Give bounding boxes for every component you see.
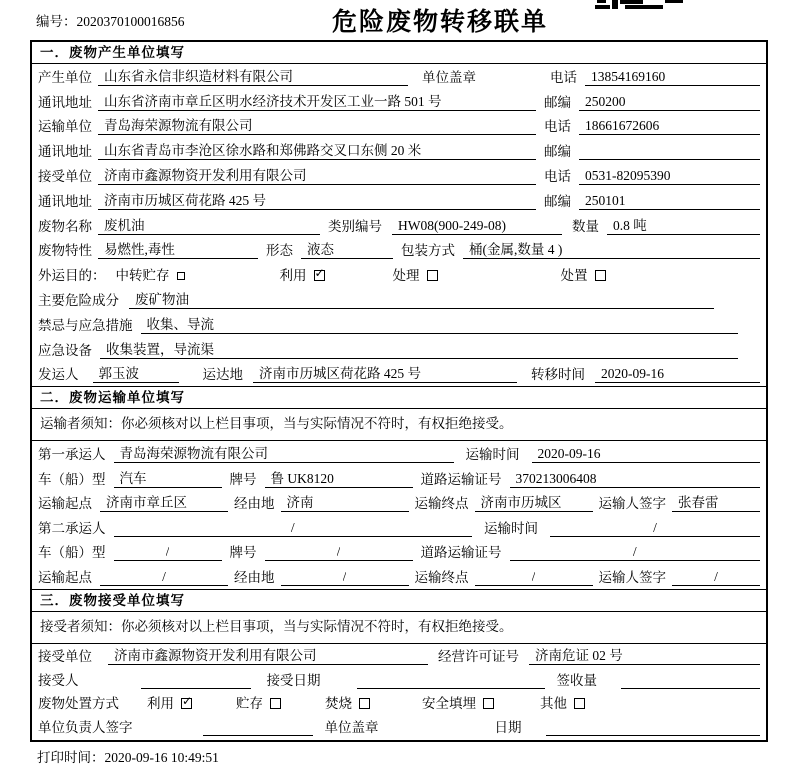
emergency-equipment-row — [32, 337, 766, 362]
field-label: 外运目的： — [38, 268, 106, 284]
section-producer — [32, 42, 766, 386]
field-value — [532, 446, 761, 463]
field-value-text: 易燃性,毒性 — [104, 242, 175, 258]
field-label: 废物名称 — [38, 218, 92, 234]
field-label: 经由地 — [234, 569, 275, 585]
field-value-text: / — [162, 568, 166, 584]
field-label: 主要危险成分 — [38, 292, 119, 308]
emergency-measures-row — [32, 312, 766, 337]
field-value-text: 250200 — [585, 93, 626, 109]
field-label: 运输终点 — [414, 569, 469, 585]
field-value — [546, 719, 761, 736]
field-label: 数量 — [572, 218, 599, 234]
receiver-unit-row — [32, 163, 766, 188]
field-value — [392, 218, 562, 235]
vehicle-2-row — [32, 540, 766, 565]
field-value-text: / — [290, 519, 295, 535]
transfer-purpose-row — [32, 262, 766, 287]
field-label: 类别编号 — [328, 218, 382, 234]
notice-text: 运输者须知：你必须核对以上栏目事项，当与实际情况不符时，有权拒绝接受。 — [32, 409, 766, 441]
field-value — [475, 569, 593, 586]
field-value-text: 鲁 UK8120 — [270, 470, 334, 486]
field-label: 运输起点 — [38, 569, 92, 585]
field-value-text: 郭玉波 — [98, 366, 139, 382]
field-label: 单位负责人签字 — [38, 720, 133, 736]
field-value-text: 济南市历城区荷花路 425 号 — [259, 366, 421, 382]
checkbox-item — [561, 268, 606, 284]
field-value-text: 山东省永信非织造材料有限公司 — [104, 68, 293, 84]
field-value — [141, 672, 251, 689]
checkbox-unchecked-icon — [177, 272, 185, 280]
checkbox-label: 处理 — [392, 268, 420, 284]
field-value — [114, 544, 222, 561]
section-heading: 二．废物运输单位填写 — [32, 386, 766, 409]
field-value — [114, 520, 473, 537]
field-value — [595, 366, 760, 383]
check-mark-icon: ✓ — [182, 694, 193, 709]
field-value — [529, 648, 760, 665]
field-value-text: HW08(900-249-08) — [398, 217, 506, 233]
field-label: 废物处置方式 — [38, 696, 119, 712]
field-label: 接受单位 — [38, 168, 92, 184]
field-label: 经营许可证号 — [438, 648, 519, 664]
checkbox-unchecked-icon — [427, 270, 438, 281]
consignor-row — [32, 362, 766, 387]
second-carrier-row — [32, 515, 766, 540]
field-value — [579, 94, 760, 111]
field-label: 形态 — [266, 243, 293, 259]
checkbox-label: 安全填埋 — [422, 696, 476, 712]
field-value-text: 汽车 — [119, 470, 147, 486]
check-mark-icon: ✓ — [314, 266, 325, 281]
field-label: 电话 — [550, 69, 577, 85]
field-value-text: 济南市历城区 — [480, 495, 562, 511]
field-label: 运输人签字 — [598, 569, 666, 585]
field-label: 运输时间 — [484, 520, 538, 536]
producer-address-row — [32, 89, 766, 114]
field-label: 废物特性 — [38, 243, 92, 259]
field-value — [672, 495, 760, 512]
checkbox-item — [280, 268, 325, 284]
checkbox-label: 利用 — [147, 696, 174, 712]
field-value-text: 济南市鑫源物资开发利用有限公司 — [114, 647, 317, 663]
field-value-text: 收集装置，导流渠 — [106, 341, 214, 357]
field-value-text: 2020-09-16 — [601, 366, 664, 382]
checkbox-unchecked-icon — [359, 698, 370, 709]
field-value — [579, 168, 760, 185]
receive-unit-row — [32, 644, 766, 668]
field-value — [253, 366, 517, 383]
field-value-text: / — [342, 568, 347, 584]
field-value-text: 13854169160 — [591, 68, 666, 84]
field-value-text: 370213006408 — [515, 470, 597, 486]
field-label: 电话 — [544, 168, 571, 184]
field-value — [579, 143, 760, 160]
field-label: 电话 — [544, 119, 571, 135]
field-label: 运输终点 — [414, 496, 469, 512]
field-value-text: 液态 — [307, 242, 334, 258]
signature-row — [32, 715, 766, 739]
field-value — [475, 495, 593, 512]
field-label: 运达地 — [202, 367, 243, 383]
field-label: 经由地 — [234, 496, 275, 512]
field-value — [98, 94, 536, 111]
field-value — [93, 366, 179, 383]
print-time — [37, 746, 219, 766]
field-value — [301, 242, 393, 259]
field-label: 通讯地址 — [38, 193, 92, 209]
field-value — [98, 143, 536, 160]
field-label: 第二承运人 — [38, 520, 106, 536]
field-value-text: 济南危证 02 号 — [535, 647, 623, 663]
field-label: 牌号 — [229, 545, 257, 561]
checkbox-label: 焚烧 — [325, 696, 352, 712]
field-value — [98, 69, 408, 86]
field-value-text: / — [531, 568, 536, 584]
section-heading: 一．废物产生单位填写 — [32, 42, 766, 64]
print-time-value: 2020-09-16 10:49:51 — [104, 750, 219, 765]
field-value — [203, 719, 313, 736]
field-value-text: 250101 — [585, 192, 626, 208]
transport-unit-row — [32, 114, 766, 139]
field-value — [510, 471, 761, 488]
field-value-text: 0531-82095390 — [585, 167, 671, 183]
field-label: 转移时间 — [531, 367, 585, 383]
field-value — [672, 569, 760, 586]
checkbox-item — [325, 696, 370, 712]
field-value — [108, 648, 428, 665]
field-value — [585, 69, 760, 86]
field-label: 运输人签字 — [598, 496, 666, 512]
field-value — [579, 118, 760, 135]
section-heading: 三．废物接受单位填写 — [32, 589, 766, 612]
field-label: 车（船）型 — [38, 545, 106, 561]
checkbox-unchecked-icon — [595, 270, 606, 281]
print-time-label: 打印时间： — [37, 750, 105, 765]
qr-code-fragment — [595, 0, 685, 10]
disposal-method-row — [32, 692, 766, 716]
field-value — [114, 446, 454, 463]
checkbox-checked-icon — [314, 266, 325, 281]
field-value-text: 废机油 — [104, 217, 145, 233]
field-label: 运输起点 — [38, 496, 92, 512]
field-value-text: 济南市历城区荷花路 425 号 — [104, 192, 266, 208]
field-label: 接受单位 — [38, 648, 92, 664]
static-text: 单位盖章 — [324, 720, 379, 736]
field-value — [510, 544, 761, 561]
static-text: 单位盖章 — [422, 69, 476, 85]
field-label: 通讯地址 — [38, 144, 92, 160]
notice-text: 接受者须知：你必须核对以上栏目事项，当与实际情况不符时，有权拒绝接受。 — [32, 612, 766, 644]
hazard-component-row — [32, 287, 766, 312]
field-value-text: / — [165, 544, 170, 560]
checkbox-label: 利用 — [279, 268, 307, 284]
field-value — [98, 168, 536, 185]
checkbox-label: 中转贮存 — [115, 268, 170, 284]
field-value-text: 济南 — [286, 495, 314, 511]
field-label: 车（船）型 — [38, 471, 106, 487]
route-1-row — [32, 491, 766, 516]
field-value — [550, 520, 760, 537]
document-number-value: 2020370100016856 — [76, 14, 185, 29]
field-value-text: 张春雷 — [678, 495, 719, 511]
field-label: 邮编 — [544, 193, 571, 209]
vehicle-1-row — [32, 466, 766, 491]
field-label: 道路运输证号 — [420, 471, 502, 487]
field-label: 运输时间 — [465, 446, 520, 462]
field-value — [98, 242, 258, 259]
section-receiver — [32, 589, 766, 739]
field-value-text: / — [653, 519, 657, 535]
checkbox-item — [540, 696, 585, 712]
waste-property-row — [32, 238, 766, 263]
field-value-text: 山东省青岛市李沧区徐水路和郑佛路交叉口东侧 20 米 — [104, 143, 422, 159]
field-label: 包装方式 — [401, 243, 455, 259]
checkbox-item — [422, 696, 494, 712]
field-value-text: 0.8 吨 — [613, 217, 647, 233]
receive-person-row — [32, 668, 766, 692]
section-transporter — [32, 386, 766, 589]
field-label: 邮编 — [544, 144, 571, 160]
field-value — [98, 118, 536, 135]
field-value-text: / — [714, 568, 718, 584]
field-value — [141, 317, 739, 334]
field-value-text: / — [336, 544, 341, 560]
field-value — [114, 471, 222, 488]
document-number-label: 编号： — [36, 14, 77, 29]
field-value-text: 2020-09-16 — [537, 445, 601, 461]
checkbox-item — [236, 696, 281, 712]
field-label: 第一承运人 — [38, 446, 106, 462]
receiver-address-row — [32, 188, 766, 213]
field-value — [607, 218, 760, 235]
field-value — [579, 193, 760, 210]
field-value-text: 桶(金属,数量 4 ) — [469, 242, 563, 258]
field-value — [463, 242, 760, 259]
field-value — [281, 495, 409, 512]
field-label: 接受人 — [38, 672, 79, 688]
checkbox-item — [393, 268, 438, 284]
checkbox-checked-icon — [181, 694, 193, 709]
checkbox-item — [147, 696, 192, 712]
field-value-text: / — [632, 544, 637, 560]
field-value — [265, 471, 413, 488]
checkbox-unchecked-icon — [574, 698, 585, 709]
field-label: 通讯地址 — [38, 94, 92, 110]
checkbox-item — [116, 268, 185, 284]
field-label: 道路运输证号 — [420, 545, 502, 561]
field-label: 签收量 — [556, 672, 597, 688]
field-label: 日期 — [494, 720, 522, 736]
first-carrier-row — [32, 441, 766, 466]
field-value-text: 青岛海荣源物流有限公司 — [119, 445, 268, 461]
checkbox-label: 贮存 — [236, 696, 263, 712]
field-value-text: 青岛海荣源物流有限公司 — [104, 118, 253, 134]
field-label: 产生单位 — [38, 69, 92, 85]
field-value — [98, 218, 320, 235]
field-value-text: 收集、导流 — [146, 316, 214, 332]
checkbox-label: 处置 — [560, 268, 588, 284]
route-2-row — [32, 564, 766, 589]
field-value — [621, 672, 760, 689]
field-value — [129, 292, 714, 309]
field-value — [100, 495, 228, 512]
field-value — [100, 342, 738, 359]
field-label: 应急设备 — [38, 342, 92, 358]
checkbox-unchecked-icon — [483, 698, 494, 709]
page-title: 危险废物转移联单 — [331, 8, 548, 36]
field-value — [281, 569, 409, 586]
field-value — [98, 193, 536, 210]
field-value-text: 18661672606 — [585, 118, 660, 134]
field-value — [265, 544, 413, 561]
waste-name-row — [32, 213, 766, 238]
field-value-text: 济南市章丘区 — [106, 495, 187, 511]
producer-unit-row — [32, 64, 766, 89]
field-value-text: 废矿物油 — [135, 291, 189, 307]
field-value-text: 济南市鑫源物资开发利用有限公司 — [104, 167, 307, 183]
manifest-form — [30, 40, 768, 742]
field-label: 接受日期 — [266, 672, 321, 688]
transport-address-row — [32, 138, 766, 163]
checkbox-unchecked-icon — [270, 698, 281, 709]
field-value — [100, 569, 228, 586]
field-value — [357, 672, 545, 689]
checkbox-label: 其他 — [540, 696, 567, 712]
field-label: 运输单位 — [38, 119, 92, 135]
field-label: 牌号 — [229, 471, 257, 487]
field-label: 邮编 — [544, 94, 571, 110]
field-label: 禁忌与应急措施 — [38, 317, 133, 333]
field-label: 发运人 — [38, 367, 79, 383]
field-value-text: 山东省济南市章丘区明水经济技术开发区工业一路 501 号 — [104, 93, 442, 109]
